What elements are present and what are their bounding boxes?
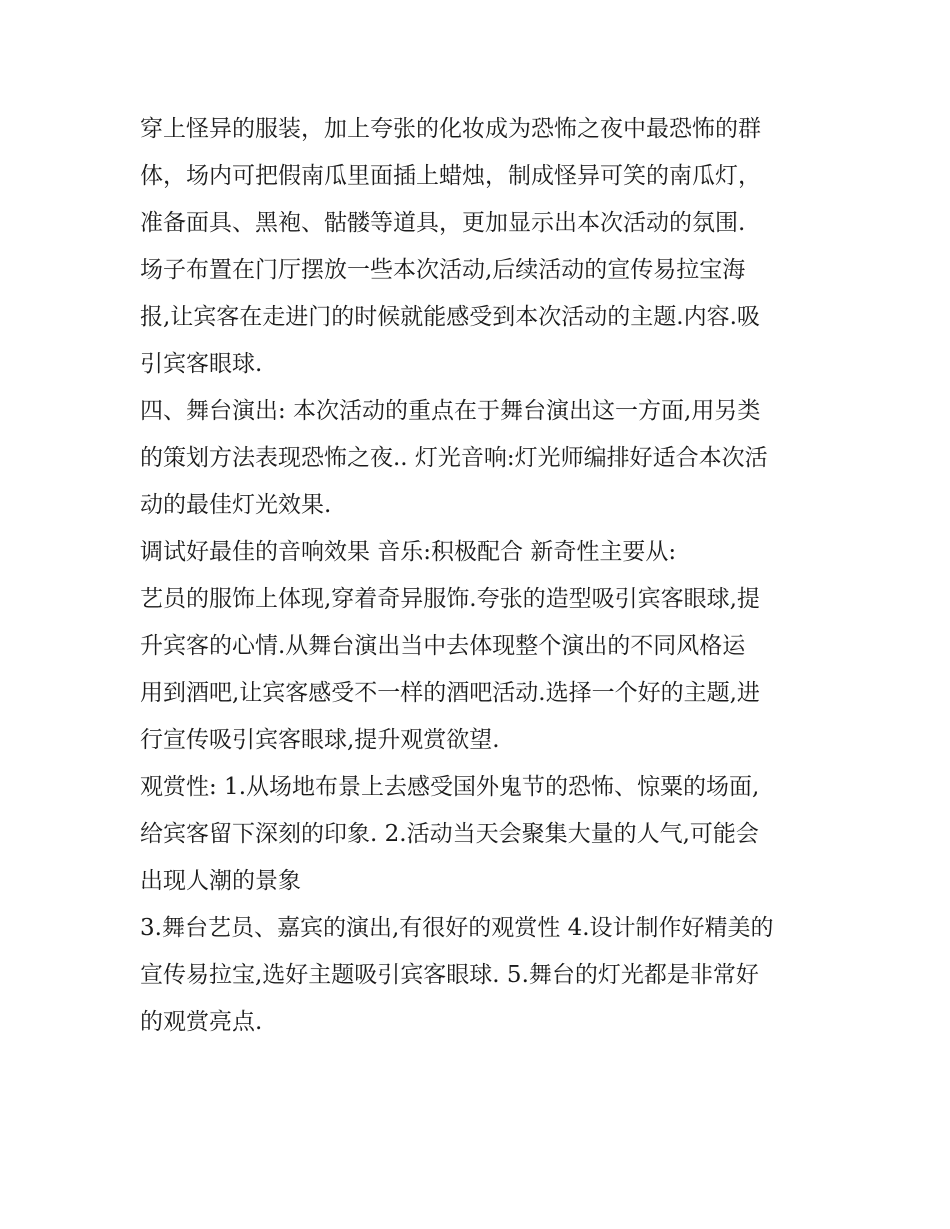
text-line: 体，场内可把假南瓜里面插上蜡烛，制成怪异可笑的南瓜灯， bbox=[140, 163, 761, 189]
body-text bbox=[140, 106, 820, 1046]
text-line: 报,让宾客在走进门的时候就能感受到本次活动的主题.内容.吸 bbox=[140, 304, 760, 330]
text-line: 动的最佳灯光效果. bbox=[140, 492, 332, 518]
text-line: 升宾客的心情.从舞台演出当中去体现整个演出的不同风格运 bbox=[140, 633, 746, 659]
text-line: 准备面具、黑袍、骷髅等道具，更加显示出本次活动的氛围. bbox=[140, 210, 746, 236]
text-line: 艺员的服饰上体现,穿着奇异服饰.夸张的造型吸引宾客眼球,提 bbox=[140, 586, 760, 612]
text-line: 的观赏亮点. bbox=[140, 1009, 263, 1035]
text-line: 宣传易拉宝,选好主题吸引宾客眼球. 5.舞台的灯光都是非常好 bbox=[140, 962, 759, 988]
text-line: 场子布置在门厅摆放一些本次活动,后续活动的宣传易拉宝海 bbox=[140, 257, 746, 283]
text-line: 穿上怪异的服装，加上夸张的化妆成为恐怖之夜中最恐怖的群 bbox=[140, 116, 761, 142]
text-line: 四、舞台演出: 本次活动的重点在于舞台演出这一方面,用另类 bbox=[140, 398, 761, 424]
text-line: 用到酒吧,让宾客感受不一样的酒吧活动.选择一个好的主题,进 bbox=[140, 680, 760, 706]
text-line: 3.舞台艺员、嘉宾的演出,有很好的观赏性 4.设计制作好精美的 bbox=[140, 915, 774, 941]
text-line: 调试好最佳的音响效果 音乐:积极配合 新奇性主要从: bbox=[140, 539, 677, 565]
text-line: 观赏性: 1.从场地布景上去感受国外鬼节的恐怖、惊粟的场面, bbox=[140, 774, 760, 800]
text-line: 给宾客留下深刻的印象. 2.活动当天会聚集大量的人气,可能会 bbox=[140, 821, 759, 847]
text-line: 出现人潮的景象 bbox=[140, 868, 301, 894]
text-line: 行宣传吸引宾客眼球,提升观赏欲望. bbox=[140, 727, 500, 753]
text-line: 引宾客眼球. bbox=[140, 351, 263, 377]
text-line: 的策划方法表现恐怖之夜.. 灯光音响:灯光师编排好适合本次活 bbox=[140, 445, 768, 471]
